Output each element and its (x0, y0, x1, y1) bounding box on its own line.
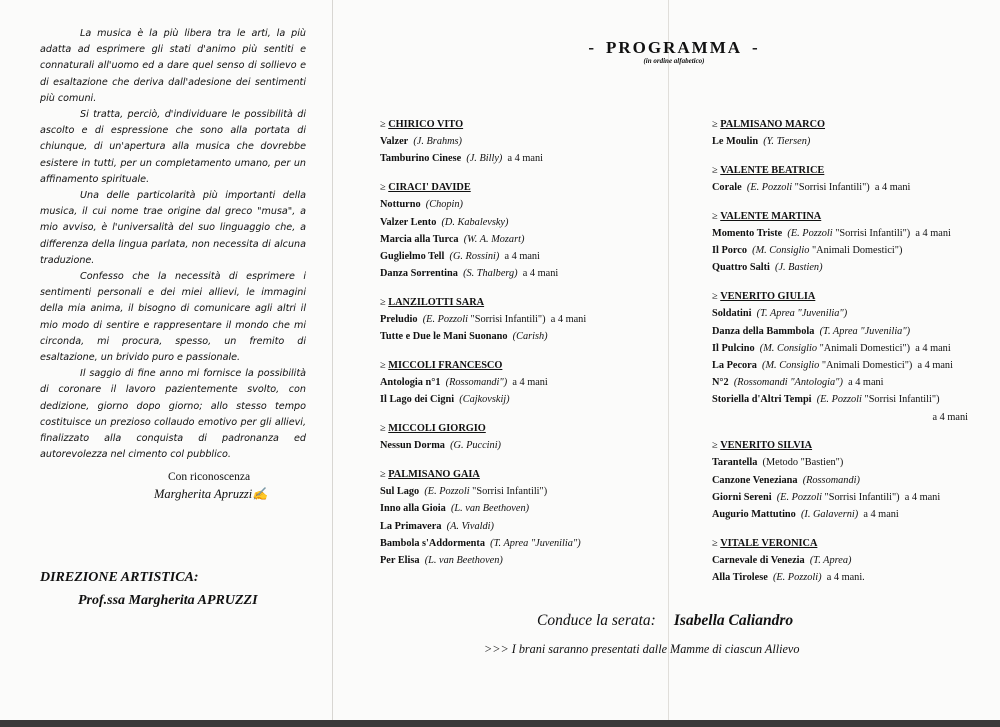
host-label: Conduce la serata: (537, 612, 656, 629)
performer-name: ≥ VENERITO GIULIA (712, 291, 816, 303)
closing-text: Con riconoscenza (168, 471, 251, 483)
piece-item: La Primavera (A. Vivaldi) (380, 520, 494, 532)
piece-item: Antologia n°1 (Rossomandi") a 4 mani (380, 377, 548, 389)
host-name: Isabella Caliandro (673, 612, 794, 629)
piece-item: Momento Triste (E. Pozzoli "Sorrisi Infantili") a 4 mani (712, 228, 951, 240)
letter-closing (154, 469, 268, 503)
piece-item: La Pecora (M. Consiglio "Animali Domestici") a 4 mani (712, 359, 953, 371)
letter-paragraph: Si tratta, perciò, d'individuare le possibilità di ascolto e di espressione che sono alla portata di chiunque, di un'apertura alla musica che dovrebbe esistere in tutti, per un completamento umano, per un affinamento spirituale. (40, 109, 306, 185)
performer-name: ≥ PALMISANO GAIA (380, 468, 480, 480)
piece-item: Tutte e Due le Mani Suonano (Carish) (380, 331, 548, 343)
piece-item: Canzone Veneziana (Rossomandi) (712, 474, 860, 486)
pen-icon: ✍ (252, 487, 268, 501)
performer-name: ≥ VENERITO SILVIA (712, 440, 813, 452)
performer-name: ≥ CIRACI' DAVIDE (380, 182, 471, 194)
piece-hands-note: a 4 mani (932, 411, 968, 423)
piece-item: Tarantella (Metodo "Bastien") (712, 457, 844, 469)
performer-block (712, 208, 972, 277)
performer-block (712, 535, 972, 587)
piece-item: Il Pulcino (M. Consiglio "Animali Domestici") a 4 mani (712, 342, 951, 354)
piece-item: Valzer (J. Brahms) (380, 136, 462, 148)
performer-name: ≥ MICCOLI FRANCESCO (380, 359, 503, 371)
piece-item: N°2 (Rossomandi "Antologia") a 4 mani (712, 377, 884, 389)
piece-item: Giorni Sereni (E. Pozzoli "Sorrisi Infantili") a 4 mani (712, 491, 941, 503)
performer-block (712, 162, 972, 196)
program-subtitle: (in ordine alfabetico) (643, 57, 705, 65)
piece-item: Guglielmo Tell (G. Rossini) a 4 mani (380, 250, 540, 262)
page-bottom-edge (0, 720, 1000, 727)
piece-item: Valzer Lento (D. Kabalevsky) (380, 216, 509, 228)
piece-item: Notturno (Chopin) (380, 199, 463, 211)
piece-item: Le Moulin (Y. Tiersen) (712, 136, 811, 148)
letter-paragraph: Il saggio di fine anno mi fornisce la possibilità di coronare il lavoro pazientemente svolto, con dedizione, giorno dopo giorno; allo stesso tempo costituisce un prezioso collaudo emotivo per gli allievi, finalizzato alla conquista di padronanza ed autorevolezza nel cimento col pubblico. (40, 368, 306, 461)
performer-name: ≥ LANZILOTTI SARA (380, 296, 485, 308)
performer-block (380, 357, 650, 409)
piece-item: Preludio (E. Pozzoli "Sorrisi Infantili") a 4 mani (380, 314, 587, 326)
piece-item: Bambola s'Addormenta (T. Aprea "Juvenilia") (380, 537, 581, 549)
piece-item: Alla Tirolese (E. Pozzoli) a 4 mani. (712, 572, 865, 584)
performer-name: ≥ VALENTE MARTINA (712, 210, 822, 222)
signature: Margherita Apruzzi✍ (154, 487, 268, 501)
program-column-1 (380, 116, 650, 581)
piece-item: Per Elisa (L. van Beethoven) (380, 554, 503, 566)
letter-paragraph: Una delle particolarità più importanti della musica, il cui nome trae origine dal greco "musa", a mio avviso, è l'universalità del suo linguaggio che, a differenza della lingua parlata, non necessita di alcuna traduzione. (40, 190, 306, 266)
piece-item: Carnevale di Venezia (T. Aprea) (712, 554, 852, 566)
piece-item: Soldatini (T. Aprea "Juvenilia") (712, 308, 848, 320)
piece-item: Il Lago dei Cigni (Cajkovskij) (380, 394, 510, 406)
performer-name: ≥ MICCOLI GIORGIO (380, 423, 486, 435)
direction-heading: DIREZIONE ARTISTICA: (40, 570, 199, 585)
artistic-direction (40, 566, 258, 612)
performer-block (712, 116, 972, 150)
performer-name: ≥ PALMISANO MARCO (712, 119, 826, 130)
performer-block (380, 116, 650, 168)
performer-block (380, 420, 650, 454)
performer-name: ≥ VALENTE BEATRICE (712, 164, 825, 176)
presentation-note: >>> I brani saranno presentati dalle Mamme di ciascun Allievo (484, 642, 800, 656)
piece-item: Quattro Salti (J. Bastien) (712, 262, 823, 274)
performer-block (712, 288, 972, 426)
letter-paragraph: Confesso che la necessità di esprimere i sentimenti personali e dei miei allievi, le immagini della mia anima, il bisogno di comunicare agli altri il mio modo di sentire e rappresentare il mondo che mi circonda, mi procura, spesso, un fremito di esaltazione, un brivido puro e passionale. (40, 271, 306, 364)
performer-block (380, 294, 650, 346)
performer-block (380, 179, 650, 282)
piece-item: Tamburino Cinese (J. Billy) a 4 mani (380, 153, 543, 165)
piece-item: Danza Sorrentina (S. Thalberg) a 4 mani (380, 268, 559, 280)
piece-item: Sul Lago (E. Pozzoli "Sorrisi Infantili") (380, 486, 548, 498)
program-title: - PROGRAMMA - (588, 38, 760, 57)
piece-item: Storiella d'Altri Tempi (E. Pozzoli "Sorrisi Infantili") a 4 mani (712, 391, 972, 425)
director-name: Prof.ssa Margherita APRUZZI (78, 593, 258, 608)
program-column-2 (712, 116, 972, 598)
piece-item: Augurio Mattutino (I. Galaverni) a 4 mani (712, 509, 899, 521)
letter-paragraph: La musica è la più libera tra le arti, la più adatta ad esprimere gli stati d'animo più sentiti e connaturali all'uomo ed a dare quel senso di sollievo e di esaltazione che deriva dall'adesione dei sentimenti più comuni. (40, 28, 306, 104)
performer-name: ≥ CHIRICO VITO (380, 119, 464, 130)
host-line (537, 612, 793, 630)
performer-block (712, 437, 972, 523)
fold-line-left (332, 0, 333, 727)
piece-item: Inno alla Gioia (L. van Beethoven) (380, 503, 530, 515)
piece-item: Marcia alla Turca (W. A. Mozart) (380, 233, 525, 245)
program-header (540, 38, 808, 65)
piece-item: Corale (E. Pozzoli "Sorrisi Infantili") a 4 mani (712, 182, 911, 194)
performer-block (380, 466, 650, 569)
letter-text (40, 26, 306, 463)
performer-name: ≥ VITALE VERONICA (712, 537, 818, 549)
piece-item: Il Porco (M. Consiglio "Animali Domestici") (712, 245, 903, 257)
piece-item: Nessun Dorma (G. Puccini) (380, 440, 501, 452)
piece-item: Danza della Bammbola (T. Aprea "Juvenilia") (712, 325, 911, 337)
